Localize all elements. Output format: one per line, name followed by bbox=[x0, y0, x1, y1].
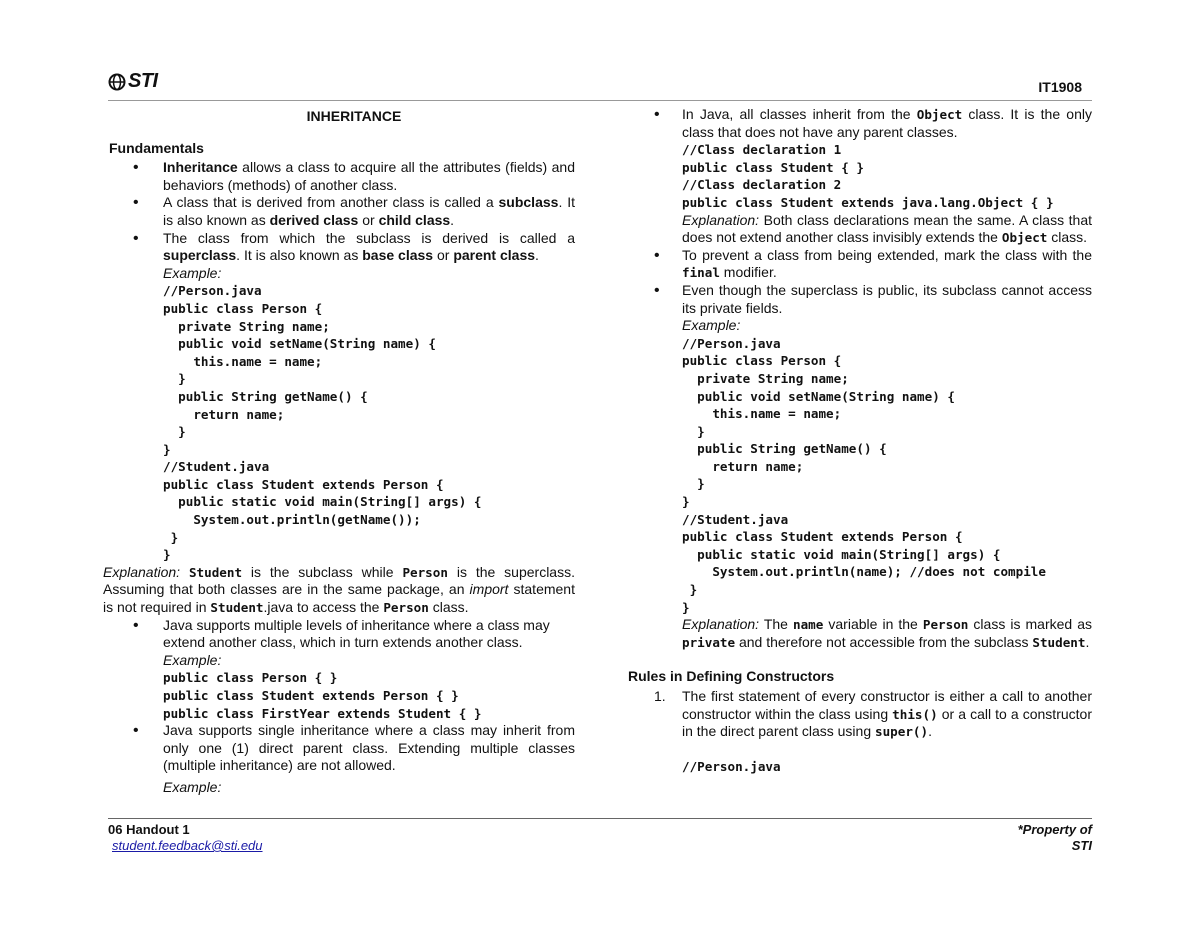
footer-divider bbox=[108, 818, 1092, 819]
code-block-person-student: //Person.java public class Person { private String name; public void setName(String name) { this.name = name; } public String getName() { return name; } } //Student.java public class Student extends Person { public static void main(String[] args) { System.out.println(getName()); } } bbox=[163, 283, 482, 563]
section-heading-constructors: Rules in Defining Constructors bbox=[628, 668, 835, 685]
footer-doc-label: 06 Handout 1 bbox=[108, 822, 190, 837]
code-block-levels: public class Person { } public class Student extends Person { } public class FirstYear extends Student { } bbox=[163, 670, 482, 721]
list-item: • Inheritance allows a class to acquire all the attributes (fields) and behaviors (methods) of another class. bbox=[103, 159, 575, 194]
list-item: • In Java, all classes inherit from the Object class. It is the only class that does not have any parent classes. bbox=[628, 106, 1092, 141]
explanation-paragraph: Explanation: The name variable in the Person class is marked as private and therefore not accessible from the subclass Student. bbox=[682, 616, 1092, 650]
left-column bbox=[103, 106, 575, 797]
feedback-email-link[interactable]: student.feedback@sti.edu bbox=[112, 838, 263, 853]
bullet-list-fundamentals bbox=[103, 159, 575, 282]
numbered-list-constructors bbox=[628, 688, 1092, 741]
code-block-class-declarations: //Class declaration 1 public class Student { } //Class declaration 2 public class Student extends java.lang.Object { } bbox=[682, 142, 1054, 210]
page-title: INHERITANCE bbox=[306, 108, 402, 124]
list-item: • A class that is derived from another class is called a subclass. It is also known as derived class or child class. bbox=[103, 194, 575, 229]
example-label: Example: bbox=[163, 264, 222, 281]
list-item: • To prevent a class from being extended, mark the class with the final modifier. bbox=[628, 247, 1092, 282]
section-heading-fundamentals: Fundamentals bbox=[109, 139, 204, 156]
bullet-list-object bbox=[628, 106, 1092, 141]
bullet-list-levels bbox=[103, 617, 575, 670]
spacer bbox=[628, 651, 1092, 668]
property-notice: *Property of STI bbox=[1017, 822, 1092, 853]
list-item: • Even though the superclass is public, its subclass cannot access its private fields. Example: bbox=[628, 282, 1092, 335]
code-block-person: //Person.java bbox=[682, 758, 781, 774]
bullet-list-single bbox=[103, 722, 575, 796]
list-item: • Java supports multiple levels of inheritance where a class may extend another class, which in turn extends another class. Example: bbox=[103, 617, 575, 670]
code-block-private-access: //Person.java public class Person { private String name; public void setName(String name) { this.name = name; } public String getName() { return name; } } //Student.java public class Student extends Person { public static void main(String[] args) { System.out.println(name); //does not compile } } bbox=[682, 335, 1046, 615]
list-item: 1. The first statement of every constructor is either a call to another constructor within the class using this() or a call to a constructor in the direct parent class using super(). bbox=[654, 688, 1092, 740]
spacer bbox=[628, 741, 1092, 758]
logo-text: STI bbox=[128, 70, 158, 92]
course-code: IT1908 bbox=[1038, 79, 1082, 95]
explanation-paragraph: Explanation: Both class declarations mean the same. A class that does not extend another class invisibly extends the Object class. bbox=[682, 211, 1092, 246]
example-label: Example: bbox=[682, 317, 741, 334]
example-label: Example: bbox=[163, 778, 222, 795]
header-divider bbox=[108, 100, 1092, 101]
globe-icon bbox=[108, 73, 126, 91]
bullet-list-final bbox=[628, 247, 1092, 335]
sti-logo bbox=[108, 70, 158, 93]
list-item: • Java supports single inheritance where a class may inherit from only one (1) direct parent class. Extending multiple classes (multiple inheritance) are not allowed. Example: bbox=[103, 722, 575, 796]
explanation-paragraph: Explanation: Student is the subclass while Person is the superclass. Assuming that both classes are in the same package, an import statement is not required in Student.java to access the Person class. bbox=[103, 563, 575, 616]
right-column bbox=[628, 106, 1092, 775]
list-item: • The class from which the subclass is derived is called a superclass. It is also known as base class or parent class. Example: bbox=[103, 230, 575, 283]
